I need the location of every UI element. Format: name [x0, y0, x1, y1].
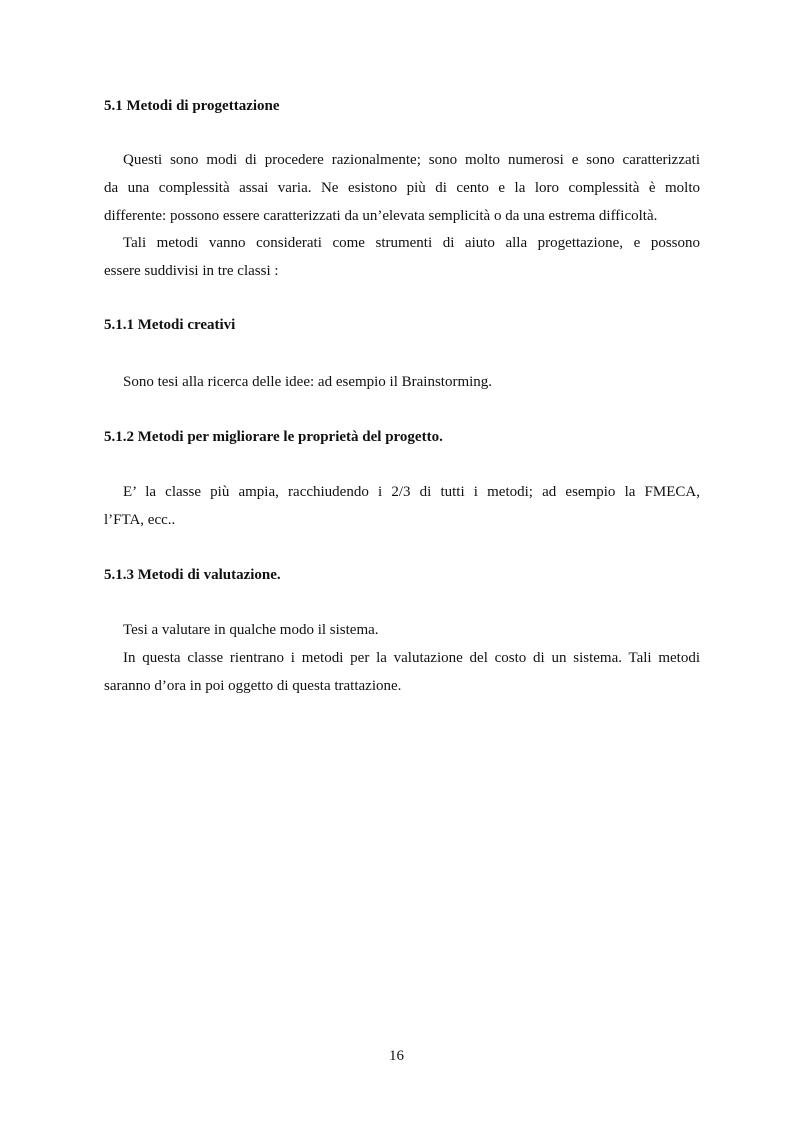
paragraph-line: Questi sono modi di procedere razionalmente; sono molto numerosi e sono caratterizzati: [123, 152, 700, 168]
paragraph-line: differente: possono essere caratterizzati da un’elevata semplicità o da una estrema difficoltà.: [104, 208, 658, 224]
paragraph-line: l’FTA, ecc..: [104, 512, 176, 528]
page-number: 16: [389, 1048, 404, 1064]
paragraph-metodi-proprieta: [104, 478, 700, 534]
section-heading-5-1-1: 5.1.1 Metodi creativi: [104, 317, 236, 333]
paragraph-valutazione-costo: [104, 644, 700, 700]
paragraph-line: da una complessità assai varia. Ne esistono più di cento e la loro complessità è molto: [104, 180, 700, 196]
paragraph-valutazione-intro: Tesi a valutare in qualche modo il sistema.: [123, 622, 379, 638]
paragraph-metodi-intro: [104, 146, 700, 230]
paragraph-line: In questa classe rientrano i metodi per la valutazione del costo di un sistema. Tali metodi: [123, 650, 700, 666]
paragraph-line: saranno d’ora in poi oggetto di questa trattazione.: [104, 678, 402, 694]
paragraph-metodi-classi: [104, 229, 700, 285]
section-heading-5-1: 5.1 Metodi di progettazione: [104, 98, 280, 114]
paragraph-line: Tali metodi vanno considerati come strumenti di aiuto alla progettazione, e possono: [123, 235, 700, 251]
paragraph-line: essere suddivisi in tre classi :: [104, 263, 279, 279]
section-heading-5-1-2: 5.1.2 Metodi per migliorare le proprietà del progetto.: [104, 429, 443, 445]
paragraph-line: E’ la classe più ampia, racchiudendo i 2/3 di tutti i metodi; ad esempio la FMECA,: [123, 484, 700, 500]
section-heading-5-1-3: 5.1.3 Metodi di valutazione.: [104, 567, 281, 583]
paragraph-metodi-creativi: Sono tesi alla ricerca delle idee: ad esempio il Brainstorming.: [123, 374, 493, 390]
